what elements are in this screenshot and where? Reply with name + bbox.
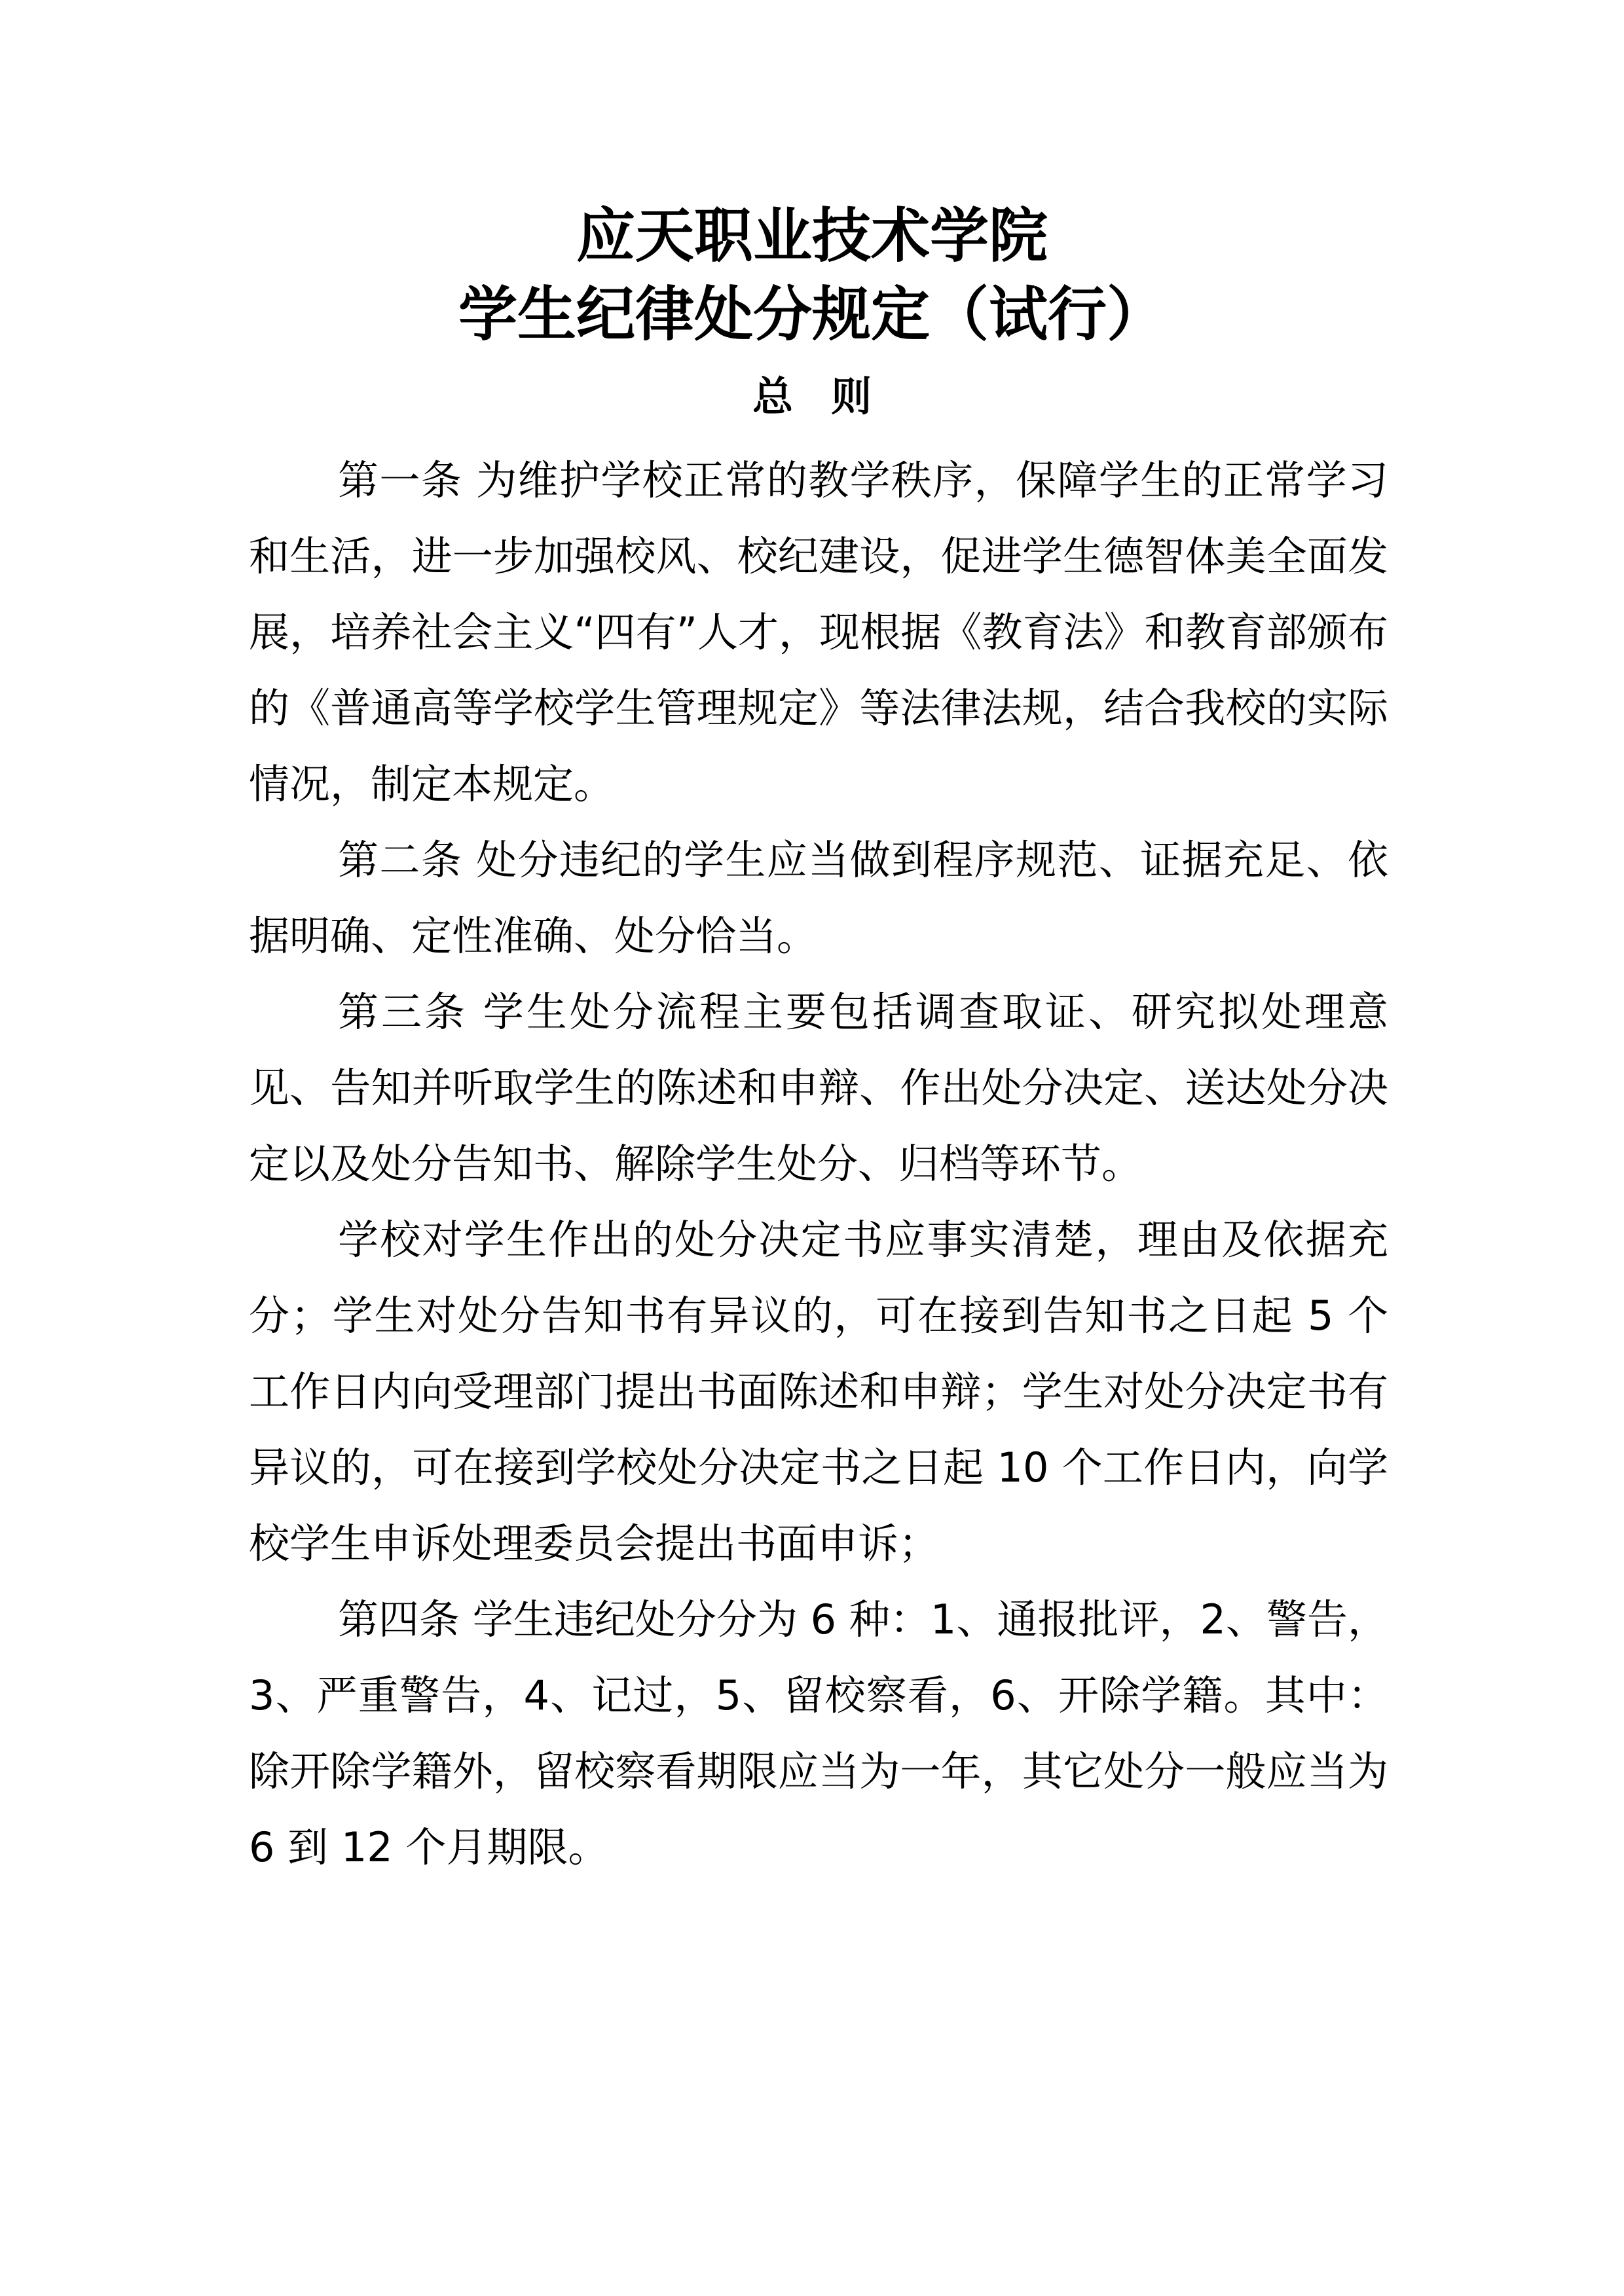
- section-heading-general-provisions: 总则: [752, 373, 910, 420]
- article-4-paragraph: 第四条 学生违纪处分分为 6 种：1、通报批评，2、警告，3、严重警告，4、记过，5、留校察看，6、开除学籍。其中：除开除学籍外，留校察看期限应当为一年，其它处分一般应当为 6 到 12 个月期限。: [249, 1595, 1388, 1871]
- article-2-paragraph: 第二条 处分违纪的学生应当做到程序规范、证据充足、依据明确、定性准确、处分恰当。: [249, 836, 1388, 960]
- article-1-paragraph: 第一条 为维护学校正常的教学秩序，保障学生的正常学习和生活，进一步加强校风、校纪建设，促进学生德智体美全面发展，培养社会主义“四有”人才，现根据《教育法》和教育部颁布的《普通高等学校学生管理规定》等法律法规，结合我校的实际情况，制定本规定。: [249, 456, 1388, 808]
- document-body: [249, 443, 1388, 1886]
- document-title-institution: 应天职业技术学院: [576, 201, 1048, 270]
- article-3-paragraph: 第三条 学生处分流程主要包括调查取证、研究拟处理意见、告知并听取学生的陈述和申辩、作出处分决定、送达处分决定以及处分告知书、解除学生处分、归档等环节。: [249, 988, 1388, 1188]
- article-3-appeal-paragraph: 学校对学生作出的处分决定书应事实清楚，理由及依据充分；学生对处分告知书有异议的，可在接到告知书之日起 5 个工作日内向受理部门提出书面陈述和申辩；学生对处分决定书有异议的，可在接到学校处分决定书之日起 10 个工作日内，向学校学生申诉处理委员会提出书面申诉；: [249, 1216, 1388, 1567]
- document-title-regulation: 学生纪律处分规定（试行）: [458, 280, 1166, 349]
